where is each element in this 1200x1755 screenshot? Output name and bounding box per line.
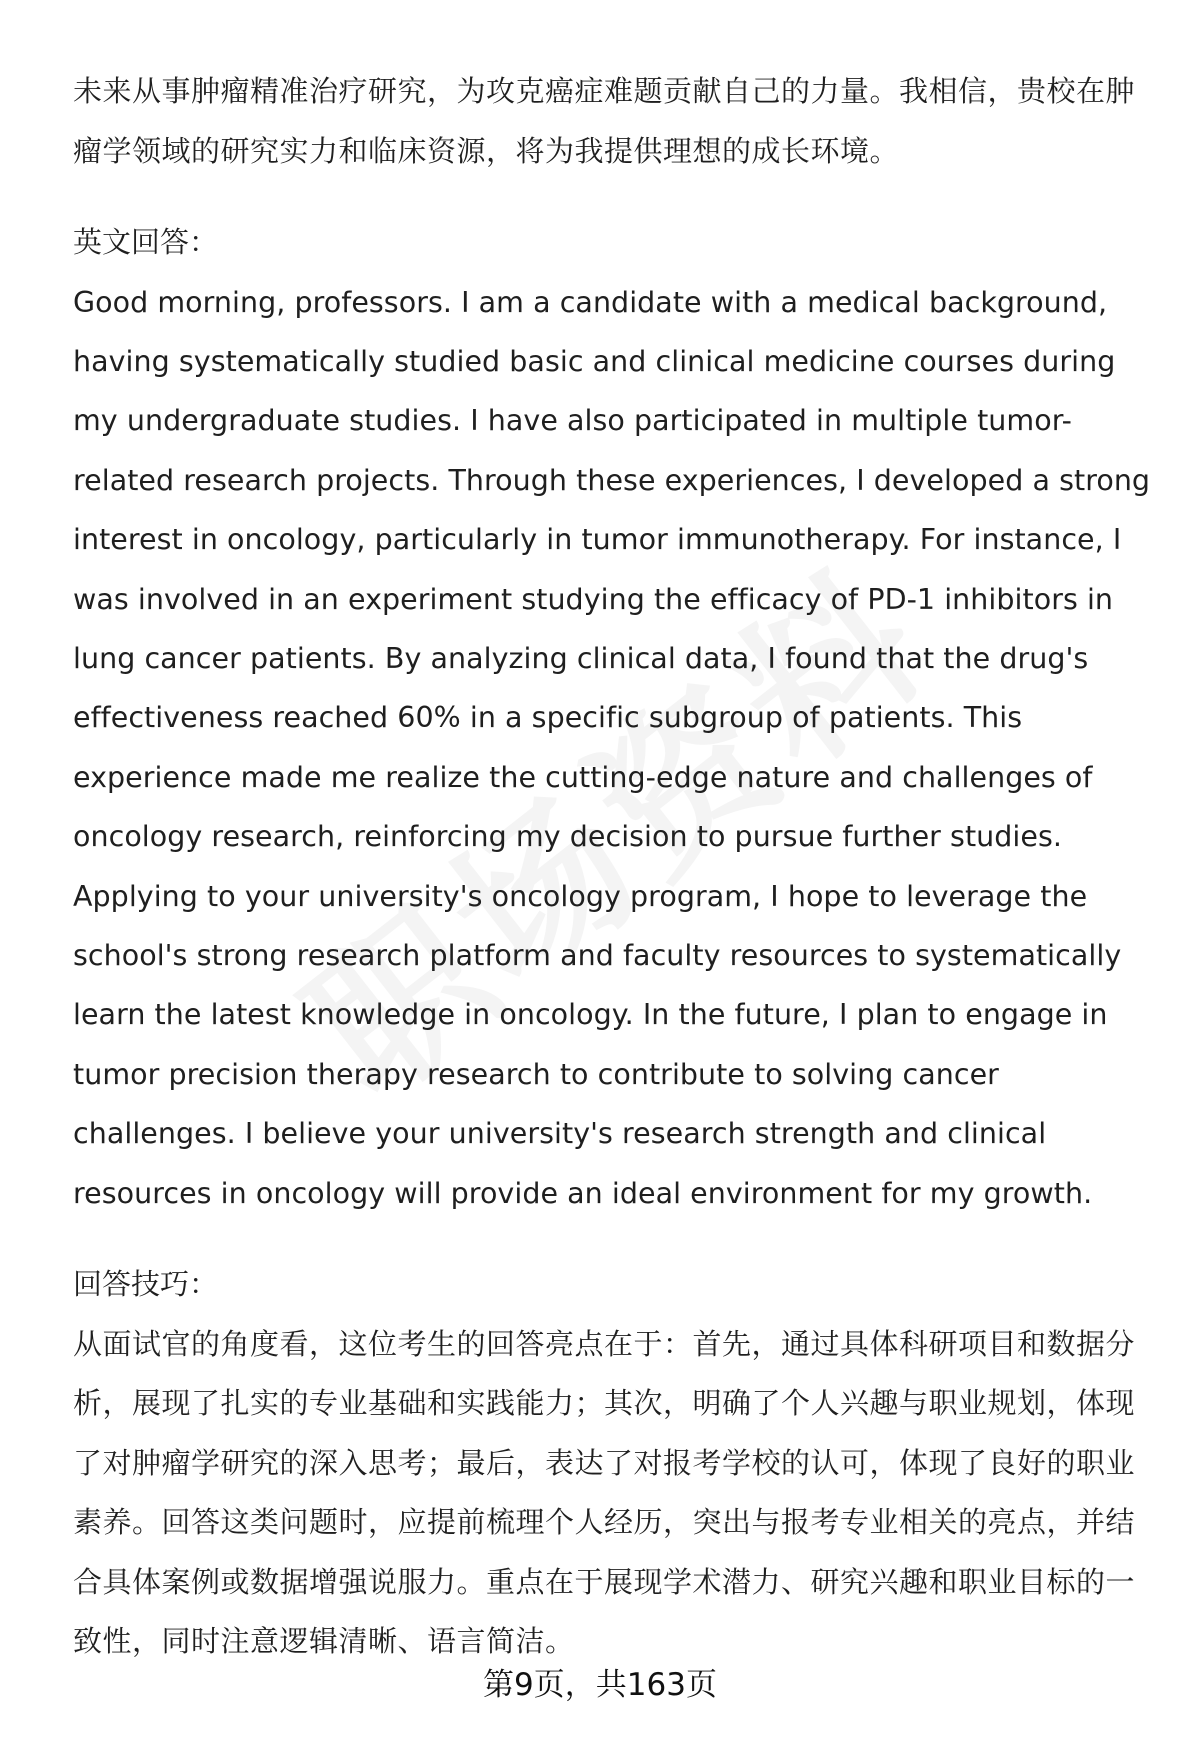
answer-tips-section <box>73 1255 1153 1672</box>
english-answer-heading: 英文回答： <box>73 225 219 259</box>
page-content <box>73 62 1153 1672</box>
page-number: 第9页，共163页 <box>483 1667 717 1703</box>
answer-tips-body: 从面试官的角度看，这位考生的回答亮点在于：首先，通过具体科研项目和数据分析，展现了扎实的专业基础和实践能力；其次，明确了个人兴趣与职业规划，体现了对肿瘤学研究的深入思考；最后，表达了对报考学校的认可，体现了良好的职业素养。回答这类问题时，应提前梳理个人经历，突出与报考专业相关的亮点，并结合具体案例或数据增强说服力。重点在于展现学术潜力、研究兴趣和职业目标的一致性，同时注意逻辑清晰、语言简洁。 <box>73 1326 1136 1658</box>
answer-tips-heading: 回答技巧： <box>73 1267 219 1301</box>
intro-paragraph: 未来从事肿瘤精准治疗研究，为攻克癌症难题贡献自己的力量。我相信，贵校在肿瘤学领域的研究实力和临床资源，将为我提供理想的成长环境。 <box>73 74 1136 168</box>
english-answer-body: Good morning, professors. I am a candidate with a medical background, having systematically studied basic and clinical medicine courses during my undergraduate studies. I have also participated in multiple tumor-related research projects. Through these experiences, I developed a strong interest in oncology, particularly in tumor immunotherapy. For instance, I was involved in an experiment studying the efficacy of PD-1 inhibitors in lung cancer patients. By analyzing clinical data, I found that the drug's effectiveness reached 60% in a specific subgroup of patients. This experience made me realize the cutting-edge nature and challenges of oncology research, reinforcing my decision to pursue further studies. Applying to your university's oncology program, I hope to leverage the school's strong research platform and faculty resources to systematically learn the latest knowledge in oncology. In the future, I plan to engage in tumor precision therapy research to contribute to solving cancer challenges. I believe your university's research strength and clinical resources in oncology will provide an ideal environment for my growth. <box>73 285 1151 1210</box>
english-answer-section <box>73 213 1153 1223</box>
